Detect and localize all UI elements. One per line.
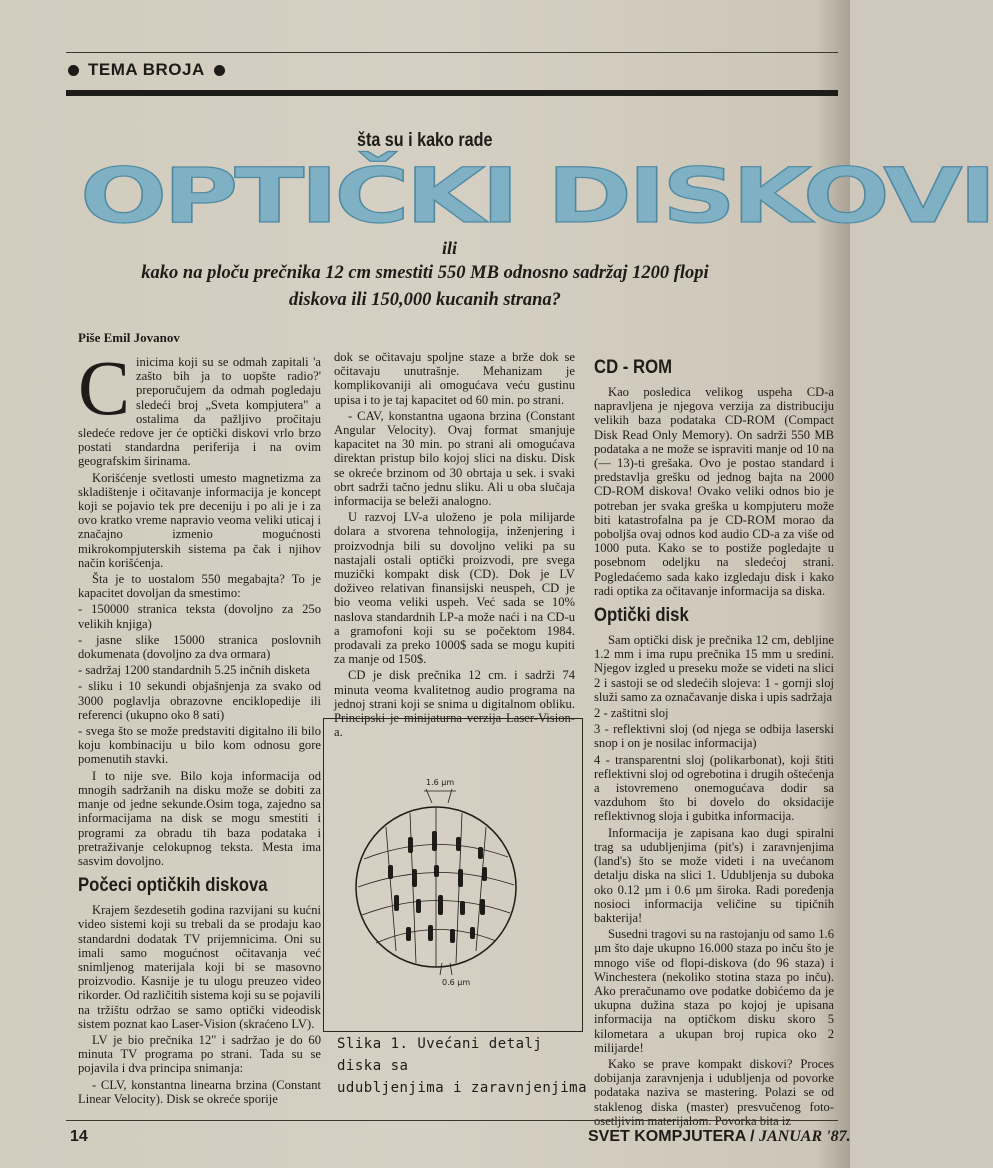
byline: Piše Emil Jovanov — [78, 330, 180, 345]
deck — [0, 260, 850, 314]
figure-label-bottom: 0.6 µm — [442, 978, 471, 987]
paragraph: Krajem šezdesetih godina razvijani su kućni video sistemi koji su trebali da se prodaju kao standardni dodatak TV prijemnicima. Oni su imali samo mogućnost očitavanja već snimljenog materijala koji bi se masovno proizvodio. Kasnije je tu ulogu preuzeo video rikorder. Od različitih sistema koji su se pojavili na tržištu održao se samo optički videodisk sistem poznat kao Laser-Vision (skraćeno LV). — [78, 903, 321, 1031]
paragraph: Kao posledica velikog uspeha CD-a napravljena je njegova verzija za distribuciju velikih baza podataka CD-ROM (Compact Disk Read Only Memory). On sadrži 550 MB podataka a ne može se ispraviti manje od 10 na (— 13)-ti grešaka. Ovo je postao standard i predstavlja grešku od jednog bajta na 2000 CD-ROM diskova! Ovako veliki odnos bio je potreban jer svaka greška u kompjuteru može biti katastrofalna pa je CD-ROM morao da poboljša ovaj odnos kod audio CD-a za više od 1000 puta. Kako se to postiže pogledajte u posebnom odeljku na sledećoj strani. Pogledaćemo sada kako izgledaju disk i kako radi optika za očitavanje informacija sa diska. — [594, 385, 834, 598]
issue-date: JANUAR '87. — [759, 1128, 851, 1145]
section-tag-label: TEMA BROJA — [88, 60, 205, 79]
paragraph: I to nije sve. Bilo koja informacija od mnogih sadržanih na disku može se dobiti za manje od jedne sekunde.Osim toga, zajedno sa informacijama na disk se mogu smestiti i programi za obradu tih baza podataka i pretraživanje celokupnog teksta. Mesta ima sasvim dovoljno. — [78, 768, 321, 868]
top-rule — [66, 52, 838, 53]
paragraph: Informacija je zapisana kao dugi spiralni trag sa udubljenjima (pit's) i zaravnjenjima (land's) što se može videti i na uvećanom detalju diska na slici 1. Udubljenja su duboka oko 0.12 µm i 0.6 µm široka. Radi poređenja nosioci informacija veličine su tipičnih bakterija! — [594, 825, 834, 925]
paragraph: inicima koji su se odmah zapitali 'a zašto bih ja to uopšte radio?' preporučujem da odmah pogledaju sledeći broj „Sveta kompjutera" a ostalima da pažljivo pročitaju sledeće redove jer će optički diskovi vrlo brzo postati standardna periferija i na ovim geografskim širinama. — [78, 355, 321, 469]
subheading: CD - ROM — [594, 357, 673, 378]
paragraph: dok se očitavaju spoljne staze a brže dok se očitavaju unutrašnje. Mehanizam je komplikovaniji ali omogućava veću gustinu upisa i to je taj kapacitet od 60 min. po strani. — [334, 350, 575, 407]
headline: OPTIČKI DISKOVI — [80, 151, 993, 240]
page-number: 14 — [70, 1128, 88, 1145]
list-item: - sadržaj 1200 standardnih 5.25 inčnih disketa — [78, 663, 310, 678]
deck-line-2: diskova ili 150,000 kucanih strana? — [289, 290, 561, 310]
list-item: - 150000 stranica teksta (dovoljno za 25o velikih knjiga) — [78, 602, 321, 631]
column-3 — [594, 350, 834, 1130]
subheading: Optički disk — [594, 605, 689, 627]
deck-line-1: kako na ploču prečnika 12 cm smestiti 550 MB odnosno sadržaj 1200 flopi — [141, 263, 709, 283]
paragraph: - CLV, konstantna linearna brzina (Constant Linear Velocity). Disk se okreće sporije — [78, 1077, 321, 1106]
drop-cap: C — [78, 344, 131, 431]
caption-line-2: udubljenjima i zaravnjenjima — [337, 1080, 588, 1096]
figure-label-top: 1.6 µm — [426, 778, 455, 787]
list-item: - jasne slike 15000 stranica poslovnih dokumenata (dovoljno za dva ormara) — [78, 632, 321, 662]
paragraph: CD je disk prečnika 12 cm. i sadrži 74 minuta veoma kvalitetnog audio programa na jednoj strani koji se snima u digitalnom obliku. Principski je minijaturna verzija Laser-Vision-a. — [334, 668, 575, 740]
paragraph: Korišćenje svetlosti umesto magnetizma za skladištenje i očitavanje informacija je koncept koji se pojavio tek pre deceniju i po ali je i za ovo kratko vreme napravio veoma veliki uticaj i značajno izmenio mogućnosti mikrokompjuterskih sistema pa čak i njihov način korišćenja. — [78, 470, 321, 570]
header-rule — [66, 90, 838, 96]
list-item: 4 - transparentni sloj (polikarbonat), koji štiti reflektivni sloj od ogrebotina i drugih oštećenja a istovremeno onemogućava dodir sa vazduhom što bi dovelo do oksidacije reflektivnog sloja i gubitka informacija. — [594, 752, 834, 824]
list-item: - svega što se može predstaviti digitalno ili bilo koju kombinaciju u bilo kom odnosu gore pomenutih stavki. — [78, 724, 321, 767]
disk-detail-illustration — [324, 719, 582, 1031]
figure-disk-detail — [323, 718, 583, 1032]
bullet-dot-icon — [214, 65, 225, 76]
caption-line-1: Slika 1. Uvećani detalj diska sa — [337, 1036, 543, 1074]
footer-separator: / — [745, 1128, 759, 1145]
paragraph: U razvoj LV-a uloženo je pola milijarde dolara a stvorena tehnologija, inženjering i proizvodnja bili su dovoljno veliki pa su nastajali ostali optički proizvodi, pre svega muzički kompakt disk (CD). Dok je LV doživeo relativan finansijski neuspeh, CD je bio veoma veliki uspeh. Već sada se 10% naslova standardnih LP-a može naći i na CD-u a gramofoni koji su se počektom 1984. prodavali za preko 1000$ sada se mogu kupiti za manje od 150$. — [334, 510, 575, 667]
paragraph: Kako se prave kompakt diskovi? Proces dobijanja zaravnjenja i udubljenja od povorke podataka naziva se mastering. Polazi se od staklenog diska (master) presvučenog foto-osetljivim materijalom. Povorka bita iz — [594, 1056, 834, 1128]
column-1 — [78, 344, 321, 1108]
paragraph: Šta je to uostalom 550 megabajta? To je kapacitet dovoljan da smestimo: — [78, 572, 321, 601]
magazine-name: SVET KOMPJUTERA — [588, 1128, 746, 1145]
section-tag — [68, 60, 225, 80]
paragraph: - CAV, konstantna ugaona brzina (Constant Angular Velocity). Ovaj format smanjuje kapacitet na 30 min. po strani ali omogućava direktan pristup bilo kojoj slici na disku. Disk se okreće brzinom od 30 obrtaja u sek. i svaki obrt sadrži tačno jednu sliku. Ali u oba slučaja informacija se beleži analogno. — [334, 408, 575, 509]
footer-magazine — [588, 1128, 851, 1146]
footer-rule — [66, 1120, 838, 1121]
figure-caption — [337, 1033, 587, 1099]
subheading: Počeci optičkih diskova — [78, 875, 268, 897]
paragraph: Sam optički disk je prečnika 12 cm, debljine 1.2 mm i ima rupu prečnika 15 mm u sredini. Njegov izgled u preseku može se videti na slici 2 i sastoji se od sledećih slojeva: 1 - gornji sloj služi samo za označavanje diska i upis sadržaja — [594, 633, 834, 704]
paragraph: Susedni tragovi su na rastojanju od samo 1.6 µm što daje ukupno 16.000 staza po inču što je mnogo više od flopi-diskova (do 96 staza) i Winchestera (nekoliko stotina staza po inču). Ako preračunamo ove podatke dobićemo da je ukupna dužina staza po kojoj je upisana informacija na optičkom disku skoro 5 kilometara a ukupan broj rupica oko 2 milijarde! — [594, 927, 834, 1055]
deck-ili: ili — [442, 238, 458, 258]
list-item: 3 - reflektivni sloj (od njega se odbija laserski snop i on je nosilac informacija) — [594, 722, 834, 751]
title-kicker: šta su i kako rade — [357, 130, 493, 151]
list-item: 2 - zaštitni sloj — [594, 706, 669, 721]
paragraph: LV je bio prečnika 12" i sadržao je do 60 minuta TV programa po strani. Tada su se pojavila i dva principa snimanja: — [78, 1032, 321, 1076]
column-2 — [334, 350, 575, 741]
bullet-dot-icon — [68, 65, 79, 76]
list-item: - sliku i 10 sekundi objašnjenja za svako od 3000 poglavlja obrazovne enciklopedije ili referenci (ukupno oko 8 sati) — [78, 679, 321, 722]
